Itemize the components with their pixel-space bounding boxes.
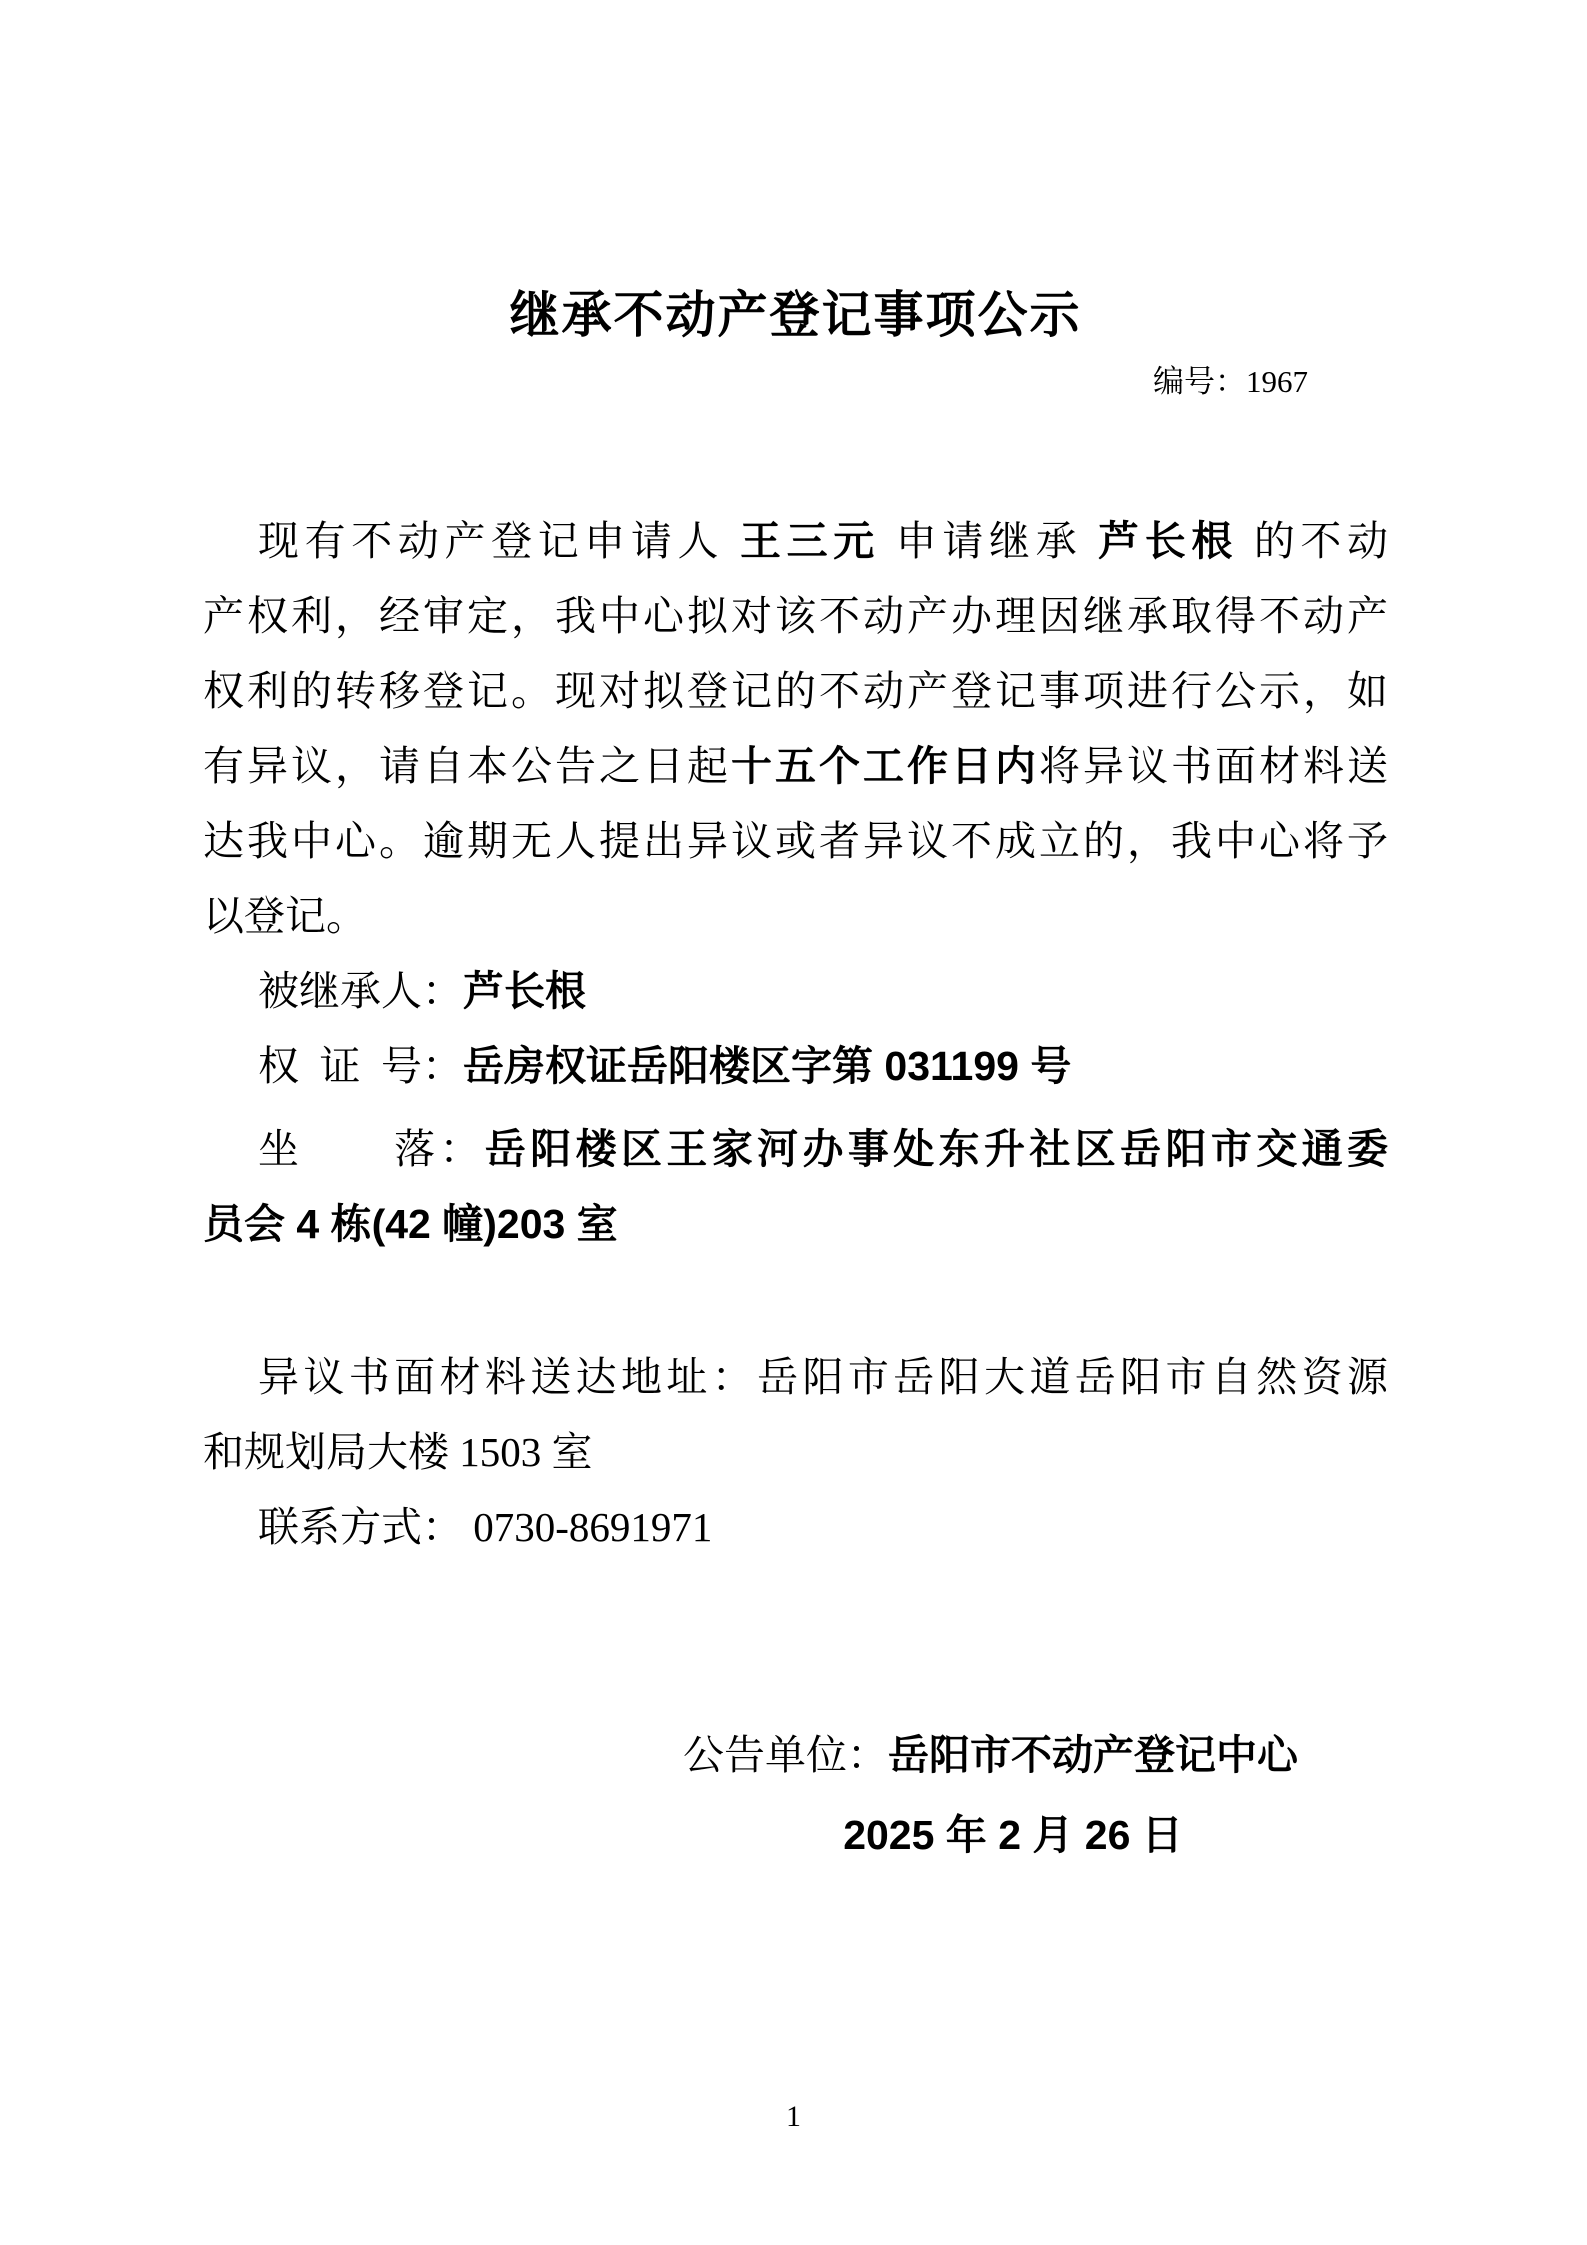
field-cert-no	[203, 1029, 1388, 1104]
bold-text-segment: 芦长根	[1098, 518, 1238, 564]
para1-line4	[203, 729, 1388, 804]
para1-line1	[203, 504, 1388, 579]
bold-text-segment: 十五个工作日内	[731, 743, 1039, 789]
document-number: 编号：1967	[1153, 364, 1308, 399]
objection-address-line2	[203, 1415, 1388, 1490]
field-decedent	[203, 954, 1388, 1029]
bold-text-segment: 岳房权证岳阳楼区字第 031199 号	[463, 1043, 1072, 1089]
field-location-line1	[203, 1112, 1388, 1187]
page-number: 1	[786, 2100, 801, 2133]
issuer-line	[683, 1715, 1343, 1795]
text-segment: 有异议，请自本公告之日起	[203, 743, 731, 789]
text-segment: 将异议书面材料送	[1039, 743, 1388, 789]
text-segment: 联系方式： 0730-8691971	[258, 1504, 713, 1550]
text-segment: 被继承人：	[258, 968, 463, 1014]
signature-block	[683, 1715, 1343, 1875]
bold-text-segment: 王三元	[740, 518, 880, 564]
page-content	[203, 285, 1388, 1875]
bold-text-segment: 芦长根	[463, 968, 586, 1014]
field-contact	[203, 1490, 1388, 1565]
document-body	[203, 504, 1388, 1565]
para1-line3	[203, 654, 1388, 729]
text-segment: 的不动	[1237, 518, 1389, 564]
para1-line5	[203, 804, 1388, 879]
text-segment: 达我中心。逾期无人提出异议或者异议不成立的，我中心将予	[203, 818, 1388, 864]
text-segment: 异议书面材料送达地址：岳阳市岳阳大道岳阳市自然资源	[258, 1354, 1388, 1400]
text-segment: 坐 落：	[258, 1126, 485, 1172]
field-location-line2	[203, 1187, 1388, 1262]
bold-text-segment: 员会 4 栋(42 幢)203 室	[203, 1201, 618, 1247]
text-segment: 和规划局大楼 1503 室	[203, 1429, 593, 1475]
issue-date: 2025 年 2 月 26 日	[843, 1812, 1183, 1858]
objection-address-line1	[203, 1340, 1388, 1415]
para1-line6	[203, 879, 1388, 954]
issuer-label: 公告单位：	[683, 1732, 888, 1778]
text-segment: 权利的转移登记。现对拟登记的不动产登记事项进行公示，如	[203, 668, 1388, 714]
para1-line2	[203, 579, 1388, 654]
text-segment: 以登记。	[203, 893, 367, 939]
text-segment: 申请继承	[879, 518, 1099, 564]
issuer-value: 岳阳市不动产登记中心	[888, 1732, 1298, 1778]
text-segment: 产权利，经审定，我中心拟对该不动产办理因继承取得不动产	[203, 593, 1388, 639]
document-title: 继承不动产登记事项公示	[509, 287, 1082, 343]
text-segment: 现有不动产登记申请人	[258, 518, 741, 564]
text-segment: 权 证 号：	[258, 1043, 463, 1089]
bold-text-segment: 岳阳楼区王家河办事处东升社区岳阳市交通委	[484, 1126, 1388, 1172]
